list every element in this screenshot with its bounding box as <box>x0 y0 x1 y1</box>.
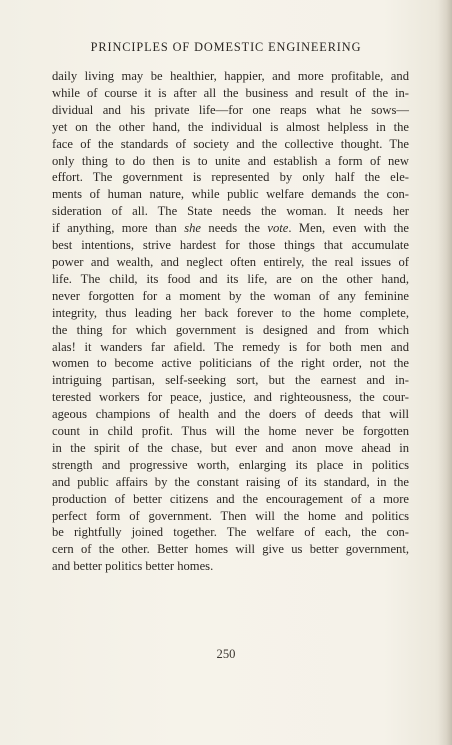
text-line: never forgotten for a moment by the woman of any feminine <box>52 288 409 303</box>
text-line: cern of the other. Better homes will give us better government, <box>52 542 409 557</box>
text-line: be rightfully joined together. The welfare of each, the con- <box>52 525 409 540</box>
page-number: 250 <box>216 647 236 661</box>
text-line: strength and progressive worth, enlarging its place in politics <box>52 457 409 472</box>
text-line: face of the standards of society and the collective thought. The <box>52 136 409 151</box>
text-line: yet on the other hand, the individual is almost helpless in the <box>52 119 409 134</box>
text-line: dividual and his private life—for one reaps what he sows— <box>52 102 409 117</box>
text-line: life. The child, its food and its life, are on the other hand, <box>52 271 409 286</box>
running-head: PRINCIPLES OF DOMESTIC ENGINEERING <box>90 40 362 54</box>
text-line: women to become active politicians of the right order, not the <box>52 356 409 371</box>
text-line: sideration of all. The State needs the woman. It needs her <box>52 204 409 219</box>
text-line-with-italics <box>52 220 409 237</box>
text-line: ments of human nature, while public welfare demands the con- <box>52 187 409 202</box>
text-line: count in child profit. Thus will the home never be forgotten <box>52 424 409 439</box>
text-line: effort. The government is represented by only half the ele- <box>52 170 409 185</box>
text-line: while of course it is after all the business and result of the in- <box>52 85 409 100</box>
text-line: only thing to do then is to unite and establish a form of new <box>52 153 409 168</box>
text-line: terested workers for peace, justice, and righteousness, the cour- <box>52 390 409 405</box>
text-run: needs the <box>201 221 268 236</box>
text-line: power and wealth, and neglect often entirely, the real issues of <box>52 254 409 269</box>
text-line: perfect form of government. Then will the home and politics <box>52 508 409 523</box>
text-line: the thing for which government is designed and from which <box>52 322 409 337</box>
body-paragraph <box>52 68 409 575</box>
italic-word: vote <box>267 221 289 236</box>
text-line: alas! it wanders far afield. The remedy is for both men and <box>52 339 409 354</box>
text-line: ageous champions of health and the doers of deeds that will <box>52 407 409 422</box>
text-line: best intentions, strive hardest for those things that accumulate <box>52 238 409 253</box>
text-line: intriguing partisan, self-seeking sort, but the earnest and in- <box>52 373 409 388</box>
text-run: if anything, more than <box>52 221 185 236</box>
text-run: . Men, even with the <box>288 221 409 236</box>
italic-word: she <box>184 221 201 236</box>
page-gutter-shadow <box>438 0 452 745</box>
text-line: integrity, thus leading her back forever to the home complete, <box>52 305 409 320</box>
text-line: and public affairs by the constant raising of its standard, in the <box>52 474 409 489</box>
text-line: production of better citizens and the encouragement of a more <box>52 491 409 506</box>
text-line: daily living may be healthier, happier, and more profitable, and <box>52 69 409 83</box>
text-line: and better politics better homes. <box>52 559 214 574</box>
text-line: in the spirit of the chase, but ever and anon move ahead in <box>52 440 409 455</box>
